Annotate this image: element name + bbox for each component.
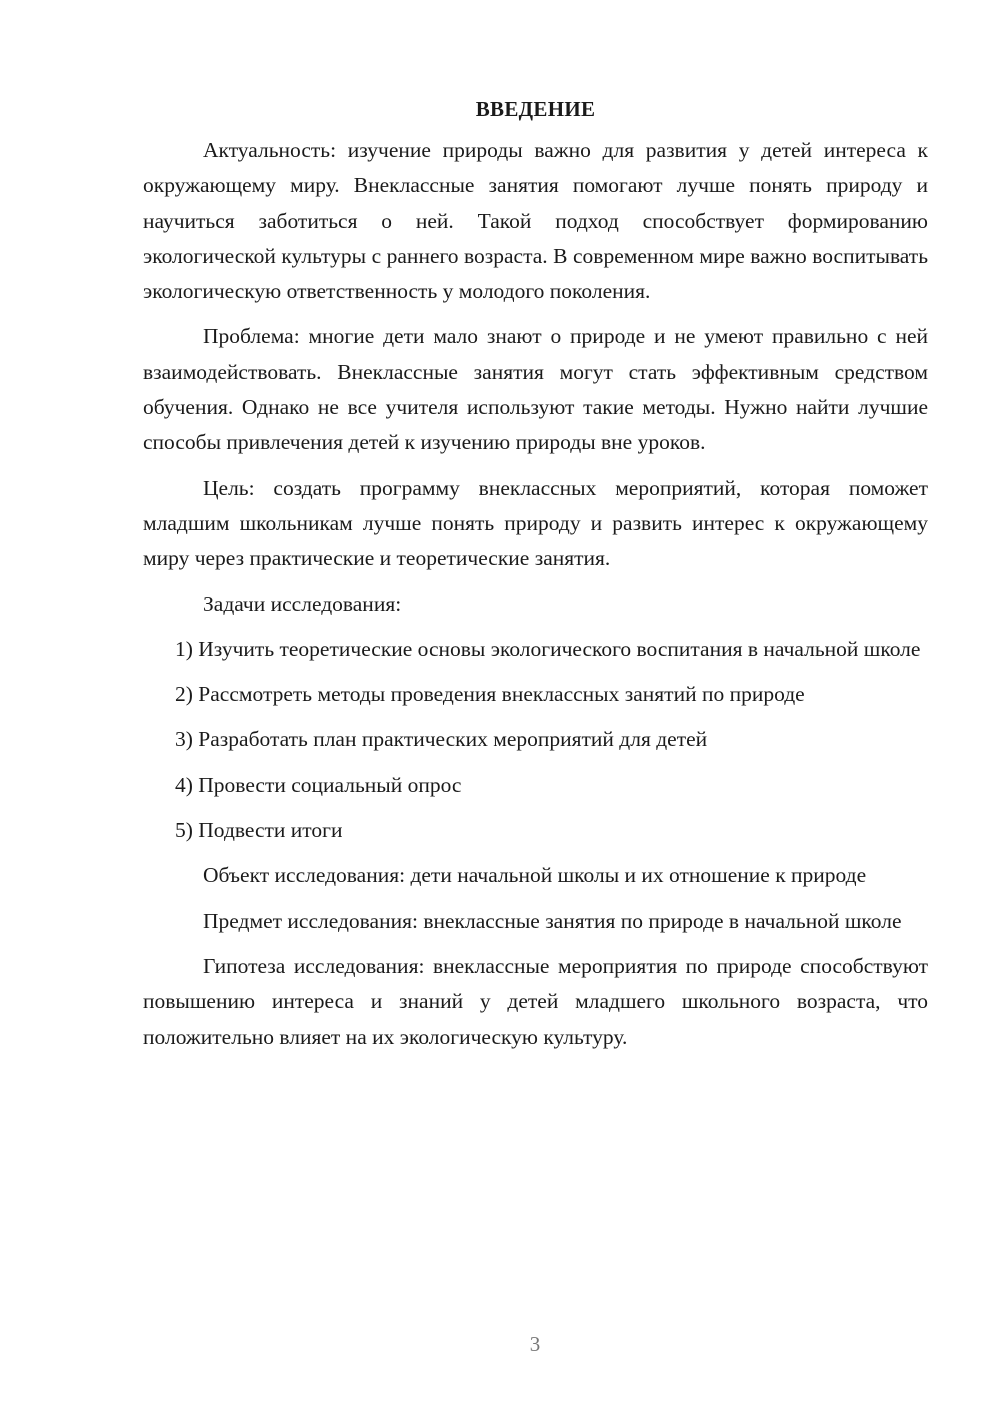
paragraph-relevance: Актуальность: изучение природы важно для развития у детей интереса к окружающему миру. Внеклассные занятия помогают лучше понять природу и научиться заботиться о ней. Такой подход способствует формированию экологической культуры с раннего возраста. В современном мире важно воспитывать экологическую ответственность у молодого поколения. bbox=[143, 138, 928, 304]
page-content bbox=[143, 92, 928, 1065]
tasks-list bbox=[143, 632, 928, 848]
paragraph-object: Объект исследования: дети начальной школы и их отношение к природе bbox=[203, 863, 867, 888]
section-title: ВВЕДЕНИЕ bbox=[475, 97, 596, 121]
tasks-heading: Задачи исследования: bbox=[203, 591, 402, 616]
paragraph-subject: Предмет исследования: внеклассные занятия по природе в начальной школе bbox=[203, 908, 902, 933]
paragraph-problem: Проблема: многие дети мало знают о природе и не умеют правильно с ней взаимодействовать. Внеклассные занятия могут стать эффективным средством обучения. Однако не все учителя используют такие методы. Нужно найти лучшие способы привлечения детей к изучению природы вне уроков. bbox=[143, 324, 928, 455]
task-item-5: 5) Подвести итоги bbox=[175, 818, 343, 843]
task-item-1: 1) Изучить теоретические основы экологического воспитания в начальной школе bbox=[175, 636, 921, 661]
paragraph-hypothesis: Гипотеза исследования: внеклассные мероприятия по природе способствуют повышению интереса и знаний у детей младшего школьного возраста, что положительно влияет на их экологическую культуру. bbox=[143, 953, 928, 1049]
task-item-2: 2) Рассмотреть методы проведения внеклассных занятий по природе bbox=[175, 682, 805, 707]
task-item-4: 4) Провести социальный опрос bbox=[175, 772, 462, 797]
task-item-3: 3) Разработать план практических мероприятий для детей bbox=[175, 727, 708, 752]
page-number: 3 bbox=[529, 1332, 541, 1356]
paragraph-goal: Цель: создать программу внеклассных мероприятий, которая поможет младшим школьникам лучше понять природу и развить интерес к окружающему миру через практические и теоретические занятия. bbox=[143, 475, 928, 571]
